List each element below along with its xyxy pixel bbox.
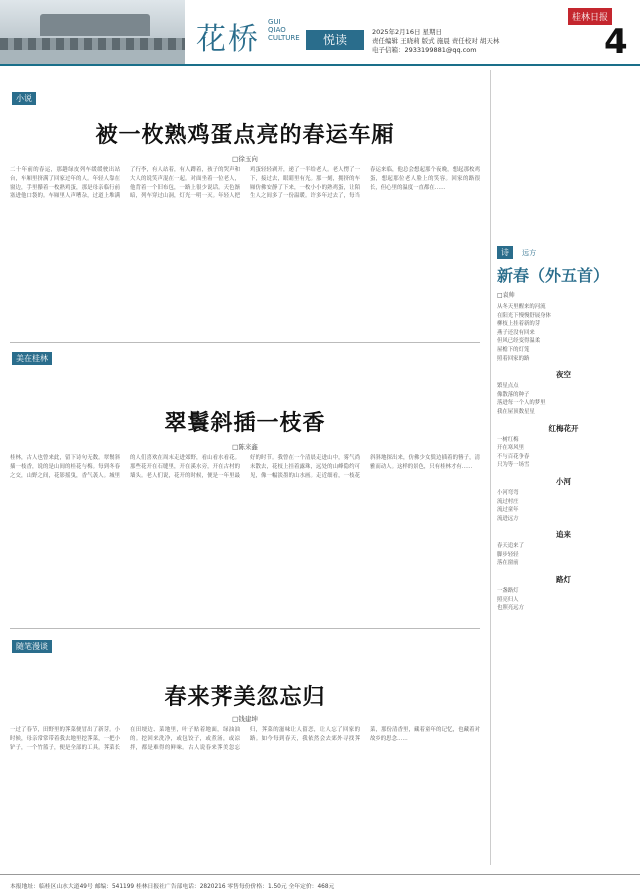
story2-headline: 翠鬟斜插一枝香 [164, 410, 326, 436]
sub-poem-line: 流过村庄 [497, 498, 519, 505]
paper-logo: 桂林日报 [568, 8, 612, 25]
footer: 本报地址：临桂区山水大道49号 邮编：541199 桂林日报社广告部电话：2820216 零售每份价格：1.50元 全年定价：468元 [0, 874, 640, 896]
header-photo-tower [40, 14, 150, 36]
sub-poem-title: 红梅花开 [548, 423, 579, 433]
sub-poem-line: 落进每一个人的梦里 [497, 400, 546, 407]
story3-body: 一过了春节，田野里的荠菜便冒出了新芽。小时候，母亲常常带着我去地里挖荠菜，一把小铲子，一个竹篮子，便是全部的工具。荠菜长在田埂边、菜地里，叶子贴着地面，绿油油的。挖回来洗净，或包饺子，或煮汤，或凉拌，都是难得的鲜味。古人说春来荠美忽忘归，荠菜的滋味让人留恋，让人忘了回家的路。如今每到春天，我依然会去郊外寻找荠菜，那份清香里，藏着童年的记忆，也藏着对故乡的思念…… [10, 727, 480, 751]
sub-poem-line: 不与百花争春 [497, 453, 530, 460]
editors-line: 责任编辑 王晓莉 版式 施晨 责任校对 胡天林 [372, 37, 500, 45]
sub-poem-line: 一盏路灯 [497, 588, 519, 595]
poetry-tag-sub: 远方 [522, 249, 537, 257]
story1-byline: □徐玉向 [232, 155, 258, 163]
sub-poem-line: 小河弯弯 [497, 489, 519, 496]
masthead [0, 0, 640, 66]
sub-poem-line: 我在屋顶数星星 [497, 408, 535, 415]
story3-headline: 春来荠美忽忘归 [164, 684, 326, 710]
sub-poem-line: 也照亮远方 [497, 605, 524, 612]
poem-line: 燕子还没有回来 [497, 329, 535, 336]
divider [10, 628, 480, 629]
sub-poem-line: 春天追来了 [497, 543, 524, 550]
story2-body: 桂林，古人也曾来此，留下诗句无数。翠鬟斜插一枝香，说的是山间的桂花与梅。每到冬春之交，山野之间，花影摇曳，香气袭人。城里的人们喜欢在周末走进郊野，看山看水看花。那些花开在石缝里，开在溪水旁，开在古村的墙头。老人们说，花开的时候，便是一年里最好的时节。我曾在一个清晨走进山中，雾气尚未散去，花枝上挂着露珠，远处的山峰隐约可见，像一幅淡墨的山水画。走近细看，一枝花斜斜地探出来，仿佛少女鬓边插着的簪子，清雅而动人。这样的景色，只有桂林才有…… [10, 455, 480, 479]
sub-poem-line: 脚步轻轻 [497, 551, 519, 558]
sub-poem-line: 流进远方 [497, 515, 519, 522]
header-photo-bridge [0, 38, 185, 50]
sub-poem-title: 追来 [556, 530, 571, 540]
poem-line: 但风已经变得温柔 [497, 338, 541, 345]
column-tab: 悦读 [306, 30, 364, 50]
story3-byline: □钱建坤 [232, 715, 258, 723]
poem-line: 屋檐下的灯笼 [497, 346, 530, 353]
sub-poem-line: 只为等一场雪 [497, 462, 530, 469]
section-english: GUI QIAO CULTURE [268, 18, 300, 42]
poem-body [497, 303, 630, 363]
edition-date: 2025年2月16日 星期日 [372, 28, 443, 36]
poetry-column [490, 70, 630, 865]
divider [10, 342, 480, 343]
page-number: 4 [604, 22, 628, 62]
sub-poem-line: 落在窗前 [497, 560, 519, 567]
edition-info [372, 28, 572, 55]
poem-line: 从冬天里醒来的河流 [497, 304, 546, 310]
sub-poems [497, 369, 630, 613]
story1-tag: 小说 [12, 92, 36, 105]
sub-poem-line: 流过童年 [497, 507, 519, 514]
poetry-header [497, 240, 630, 259]
sub-poem-line: 照亮归人 [497, 596, 519, 603]
story2-byline: □陈来鑫 [232, 443, 258, 451]
sub-poem-line: 繁星点点 [497, 383, 519, 390]
poetry-tag: 诗 [497, 246, 513, 259]
poem-line: 在阳光下慢慢舒展身体 [497, 312, 551, 319]
story2-tag: 美在桂林 [12, 352, 52, 365]
poem-line: 照着回家的路 [497, 355, 530, 362]
poem-line: 柳枝上挂着新的芽 [497, 321, 541, 328]
story1-headline: 被一枚熟鸡蛋点亮的春运车厢 [95, 122, 395, 148]
header-photo [0, 0, 185, 64]
sub-poem-line: 开在寒风里 [497, 445, 524, 452]
sub-poem-title: 小河 [556, 476, 571, 486]
sub-poem-line: 一树红梅 [497, 436, 519, 443]
poem-title: 新春（外五首） [497, 266, 610, 285]
header-photo-water [0, 50, 185, 64]
email-line: 电子信箱：2933199881@qq.com [372, 46, 477, 54]
story1-body: 二十年前的春运，那趟绿皮列车缓缓驶出站台，车厢里挤满了回家过年的人。年轻人靠在窗边，手里攥着一枚熟鸡蛋，那是母亲临行前塞进他口袋的。车厢里人声嘈杂，过道上堆满了行李，有人站着，有人蹲着，孩子的哭声和大人的说笑声混在一起。对面坐着一位老人，他背着一个旧布包，一路上很少说话。天色渐暗，列车穿过山洞，灯光一明一灭。年轻人把鸡蛋轻轻剥开，递了一半给老人。老人愣了一下，接过去，眼睛里有光。那一刻，拥挤的车厢仿佛安静了下来，一枚小小的熟鸡蛋，让陌生人之间多了一份温暖。许多年过去了，每当春运来临，他总会想起那个夜晚，想起那枚鸡蛋，想起那位老人脸上的笑容。回家的路很长，但心里的温度一直都在…… [10, 167, 480, 200]
story3-tag: 随笔漫谈 [12, 640, 52, 653]
sub-poem-title: 路灯 [556, 575, 571, 585]
poem-author: □袁帅 [497, 292, 515, 299]
sub-poem-line: 像散落的种子 [497, 391, 530, 398]
section-title: 花桥 [196, 22, 260, 57]
sub-poem-title: 夜空 [556, 370, 571, 380]
